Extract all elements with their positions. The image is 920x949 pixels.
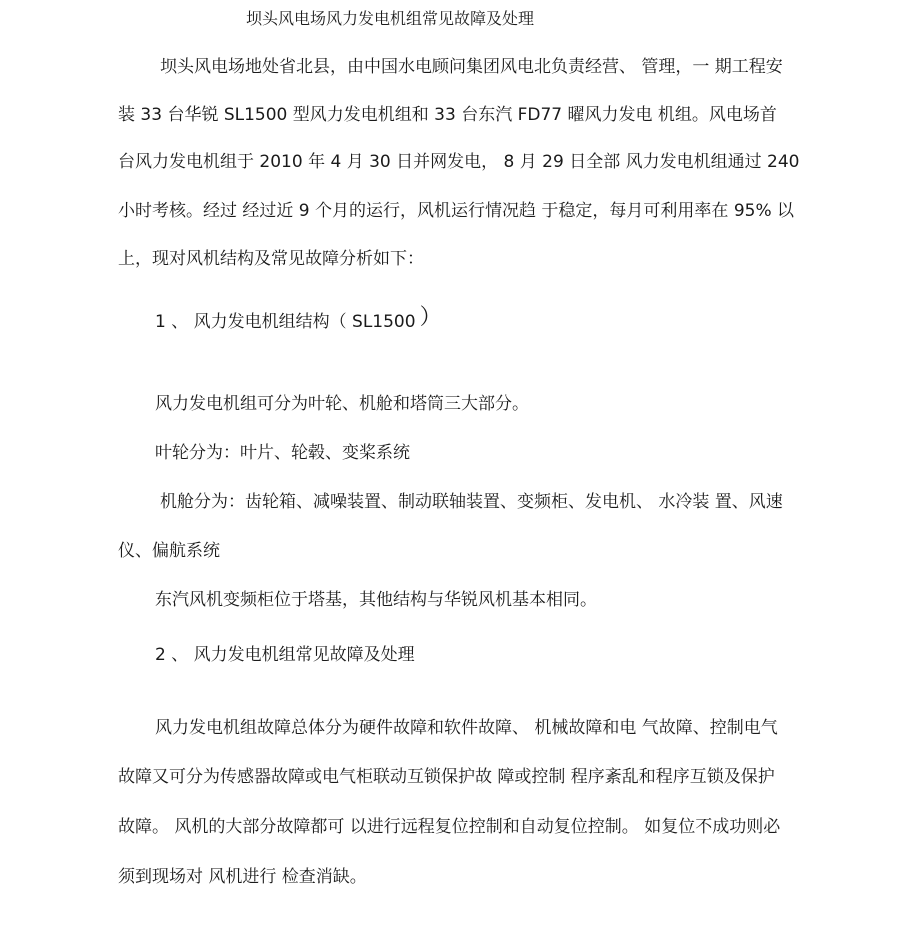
- paragraph: 风力发电机组可分为叶轮、机舱和塔筒三大部分。: [155, 394, 529, 414]
- intro-line: 小时考核。经过 经过近 9 个月的运行，风机运行情况趋 于稳定，每月可利用率在 95% 以: [118, 201, 795, 221]
- page-title: 坝头风电场风力发电机组常见故障及处理: [246, 9, 535, 28]
- section-1-heading-paren: ）: [419, 305, 442, 330]
- section-2-line: 故障。 风机的大部分故障都可 以进行远程复位控制和自动复位控制。 如复位不成功则必: [118, 817, 781, 837]
- intro-line: 台风力发电机组于 2010 年 4 月 30 日并网发电， 8 月 29 日全部 风力发电机组通过 240: [118, 152, 800, 172]
- paragraph: 仪、偏航系统: [118, 541, 220, 561]
- intro-line: 装 33 台华锐 SL1500 型风力发电机组和 33 台东汽 FD77 曜风力发电 机组。风电场首: [118, 105, 777, 125]
- section-2-heading: 2 、 风力发电机组常见故障及处理: [155, 645, 415, 665]
- paragraph: 机舱分为：齿轮箱、减噪装置、制动联轴装置、变频柜、发电机、 水冷装 置、风速: [160, 492, 783, 512]
- section-2-line: 风力发电机组故障总体分为硬件故障和软件故障、 机械故障和电 气故障、控制电气: [155, 718, 778, 738]
- section-1-heading-text: 1 、 风力发电机组结构（ SL1500: [155, 312, 416, 332]
- section-1-heading: [155, 305, 442, 333]
- paragraph: 叶轮分为：叶片、轮毂、变桨系统: [155, 443, 410, 463]
- paragraph: 东汽风机变频柜位于塔基，其他结构与华锐风机基本相同。: [155, 590, 597, 610]
- section-2-line: 故障又可分为传感器故障或电气柜联动互锁保护故 障或控制 程序紊乱和程序互锁及保护: [118, 767, 775, 787]
- intro-line: 坝头风电场地处省北县，由中国水电顾问集团风电北负责经营、 管理，一 期工程安: [160, 57, 783, 77]
- section-2-line: 须到现场对 风机进行 检查消缺。: [118, 867, 367, 887]
- intro-line: 上，现对风机结构及常见故障分析如下：: [118, 249, 424, 269]
